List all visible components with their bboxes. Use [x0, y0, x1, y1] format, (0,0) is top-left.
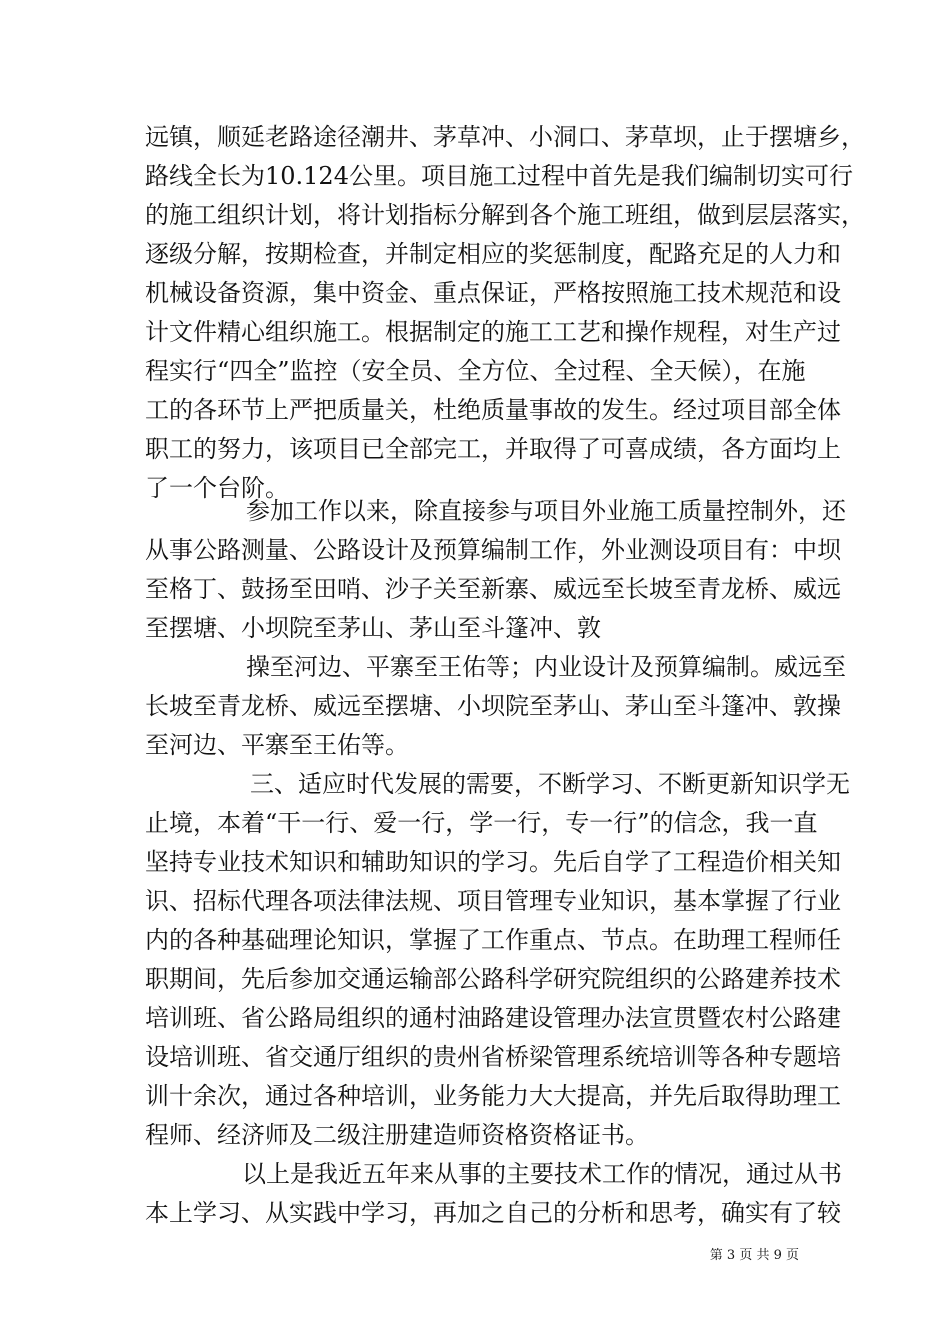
text-line: 计文件精心组织施工。根据制定的施工工艺和操作规程，对生产过 — [145, 318, 841, 346]
text-line: 的施工组织计划，将计划指标分解到各个施工班组，做到层层落实， — [145, 201, 865, 229]
text-line: 机械设备资源，集中资金、重点保证，严格按照施工技术规范和设 — [145, 279, 841, 307]
text-line: 了一个台阶。 — [145, 474, 289, 502]
text-line: 培训班、省公路局组织的通村油路建设管理办法宣贯暨农村公路建 — [145, 1004, 841, 1032]
text-line: 职工的努力，该项目已全部完工，并取得了可喜成绩，各方面均上 — [145, 435, 841, 463]
text-line: 从事公路测量、公路设计及预算编制工作，外业测设项目有：中坝 — [145, 536, 841, 564]
text-line: 长坡至青龙桥、威远至摆塘、小坝院至茅山、茅山至斗篷冲、敦操 — [145, 692, 841, 720]
text-line: 远镇，顺延老路途径潮井、茅草冲、小洞口、茅草坝，止于摆塘乡， — [145, 123, 865, 151]
page-number-footer: 第 3 页 共 9 页 — [709, 1248, 799, 1263]
text-line: 至河边、平寨至王佑等。 — [145, 731, 409, 759]
text-line: 以上是我近五年来从事的主要技术工作的情况，通过从书 — [242, 1160, 842, 1188]
text-line: 参加工作以来，除直接参与项目外业施工质量控制外，还 — [246, 497, 846, 525]
text-line: 止境，本着“干一行、爱一行，学一行，专一行”的信念，我一直 — [145, 809, 818, 837]
text-line: 程实行“四全”监控（安全员、全方位、全过程、全天候），在施 — [145, 357, 806, 385]
text-line: 训十余次，通过各种培训，业务能力大大提高，并先后取得助理工 — [145, 1082, 841, 1110]
text-line: 三、适应时代发展的需要，不断学习、不断更新知识学无 — [250, 770, 850, 798]
text-line: 工的各环节上严把质量关，杜绝质量事故的发生。经过项目部全体 — [145, 396, 841, 424]
text-line: 设培训班、省交通厅组织的贵州省桥梁管理系统培训等各种专题培 — [145, 1043, 841, 1071]
text-line: 坚持专业技术知识和辅助知识的学习。先后自学了工程造价相关知 — [145, 848, 841, 876]
text-line: 逐级分解，按期检查，并制定相应的奖惩制度，配路充足的人力和 — [145, 240, 841, 268]
text-line: 操至河边、平寨至王佑等；内业设计及预算编制。威远至 — [246, 653, 846, 681]
text-line: 路线全长为10.124公里。项目施工过程中首先是我们编制切实可行 — [145, 162, 853, 190]
text-line: 本上学习、从实践中学习，再加之自己的分析和思考，确实有了较 — [145, 1199, 841, 1227]
text-line: 至格丁、鼓扬至田哨、沙子关至新寨、威远至长坡至青龙桥、威远 — [145, 575, 841, 603]
text-line: 职期间，先后参加交通运输部公路科学研究院组织的公路建养技术 — [145, 965, 841, 993]
text-line: 识、招标代理各项法律法规、项目管理专业知识，基本掌握了行业 — [145, 887, 841, 915]
text-line: 至摆塘、小坝院至茅山、茅山至斗篷冲、敦 — [145, 614, 601, 642]
text-line: 内的各种基础理论知识，掌握了工作重点、节点。在助理工程师任 — [145, 926, 841, 954]
text-line: 程师、经济师及二级注册建造师资格资格证书。 — [145, 1121, 649, 1149]
